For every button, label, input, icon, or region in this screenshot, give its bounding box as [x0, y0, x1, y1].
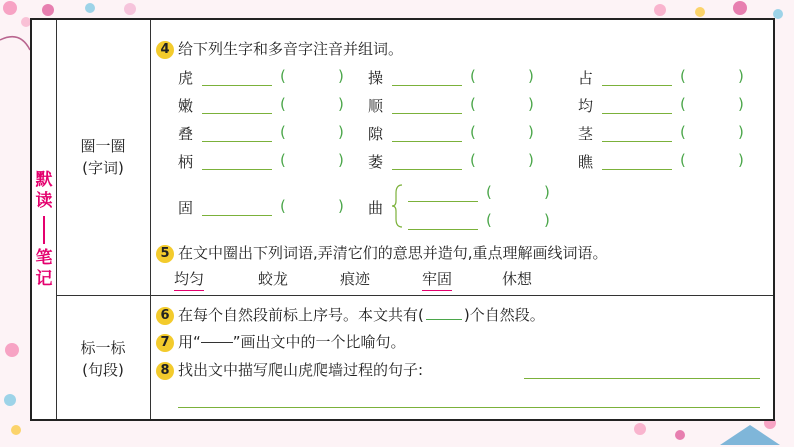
pinyin-answer-field[interactable]: [480, 151, 524, 171]
section-label-words-title: 圈一圈: [80, 137, 126, 155]
paren-close: ): [528, 95, 534, 113]
vocab-word: 休想: [502, 270, 533, 288]
answer-blank[interactable]: [426, 319, 462, 320]
paren-open: (: [470, 67, 476, 85]
character: 萎: [368, 153, 384, 171]
question-5: [156, 242, 608, 263]
answer-blank[interactable]: [408, 229, 478, 230]
question-number-badge: 4: [156, 41, 174, 59]
character: 叠: [178, 125, 194, 143]
question-8-text: 找出文中描写爬山虎爬墙过程的句子:: [178, 361, 424, 379]
paren-open: (: [470, 123, 476, 141]
section-label-sentences-title: 标一标: [80, 339, 126, 357]
question-7: [156, 331, 406, 352]
character: 柄: [178, 153, 194, 171]
vocab-word-underlined: 牢固: [422, 268, 452, 291]
character: 茎: [578, 125, 594, 143]
question-4: [156, 38, 403, 59]
row-divider: [56, 295, 773, 296]
answer-blank[interactable]: [202, 215, 272, 216]
answer-blank[interactable]: [202, 141, 272, 142]
pinyin-answer-field[interactable]: [690, 123, 734, 143]
character: 均: [578, 97, 594, 115]
question-number-badge: 7: [156, 334, 174, 352]
pinyin-answer-field[interactable]: [690, 151, 734, 171]
answer-blank[interactable]: [392, 85, 462, 86]
paren-open: (: [486, 211, 492, 229]
answer-blank[interactable]: [202, 85, 272, 86]
pinyin-answer-field[interactable]: [480, 123, 524, 143]
pinyin-answer-field[interactable]: [290, 95, 334, 115]
question-7-text-a: 用“: [178, 333, 201, 351]
paren-open: (: [280, 123, 286, 141]
question-number-badge: 6: [156, 307, 174, 325]
pinyin-answer-field[interactable]: [290, 151, 334, 171]
paren-open: (: [470, 151, 476, 169]
column-divider: [150, 20, 151, 419]
question-6: [156, 304, 545, 325]
answer-line[interactable]: [524, 378, 760, 379]
paren-close: ): [738, 67, 744, 85]
paren-close: ): [338, 67, 344, 85]
character: 嫩: [178, 97, 194, 115]
paren-open: (: [470, 95, 476, 113]
paren-close: ): [738, 123, 744, 141]
pinyin-answer-field[interactable]: [290, 67, 334, 87]
answer-blank[interactable]: [392, 169, 462, 170]
paren-close: ): [528, 151, 534, 169]
pinyin-answer-field[interactable]: [690, 67, 734, 87]
paren-open: (: [680, 151, 686, 169]
paren-close: ): [544, 211, 550, 229]
paren-close: ): [544, 183, 550, 201]
brace-icon: [392, 183, 404, 229]
question-4-text: 给下列生字和多音字注音并组词。: [178, 40, 404, 58]
character: 曲: [368, 199, 384, 217]
paren-open: (: [280, 197, 286, 215]
paren-open: (: [680, 95, 686, 113]
paren-close: ): [338, 151, 344, 169]
paren-close: ): [338, 197, 344, 215]
column-divider: [56, 20, 57, 419]
pinyin-answer-field[interactable]: [496, 183, 540, 203]
character: 顺: [368, 97, 384, 115]
character: 瞧: [578, 153, 594, 171]
answer-blank[interactable]: [392, 113, 462, 114]
paren-open: (: [486, 183, 492, 201]
question-6-text-a: 在每个自然段前标上序号。本文共有(: [178, 306, 424, 324]
answer-blank[interactable]: [392, 141, 462, 142]
paren-open: (: [680, 67, 686, 85]
sidebar-title: [32, 170, 56, 290]
paren-open: (: [280, 95, 286, 113]
question-6-text-b: )个自然段。: [463, 306, 545, 324]
paren-close: ): [338, 123, 344, 141]
flower-decoration-icon: [0, 330, 30, 447]
answer-blank[interactable]: [408, 201, 478, 202]
question-7-text-b: ”画出文中的一个比喻句。: [232, 333, 406, 351]
question-number-badge: 5: [156, 245, 174, 263]
character: 操: [368, 69, 384, 87]
answer-line[interactable]: [178, 407, 760, 408]
paren-open: (: [280, 151, 286, 169]
question-8: [156, 359, 423, 380]
pinyin-answer-field[interactable]: [290, 123, 334, 143]
section-label-sentences-sub: (句段): [82, 361, 124, 379]
answer-blank[interactable]: [602, 113, 672, 114]
paren-close: ): [738, 95, 744, 113]
paren-close: ): [738, 151, 744, 169]
answer-blank[interactable]: [602, 141, 672, 142]
answer-blank[interactable]: [202, 113, 272, 114]
line-symbol: [201, 342, 233, 343]
paren-close: ): [338, 95, 344, 113]
answer-blank[interactable]: [202, 169, 272, 170]
pinyin-answer-field[interactable]: [480, 95, 524, 115]
paren-close: ): [528, 67, 534, 85]
question-5-text: 在文中圈出下列词语,弄清它们的意思并造句,重点理解画线词语。: [178, 244, 608, 262]
answer-blank[interactable]: [602, 169, 672, 170]
answer-blank[interactable]: [602, 85, 672, 86]
sidebar-dash: [43, 216, 45, 244]
section-label-words-sub: (字词): [82, 159, 124, 177]
section-label-sentences: [60, 337, 146, 381]
question-number-badge: 8: [156, 362, 174, 380]
worksheet: [30, 18, 775, 421]
paren-open: (: [280, 67, 286, 85]
character: 虎: [178, 69, 194, 87]
vocab-word-underlined: 均匀: [174, 268, 204, 291]
sidebar-title-bottom: 笔记: [35, 248, 53, 289]
section-label-words: [60, 135, 146, 179]
pinyin-answer-field[interactable]: [480, 67, 524, 87]
pinyin-answer-field[interactable]: [290, 197, 334, 217]
pinyin-answer-field[interactable]: [496, 211, 540, 231]
pinyin-answer-field[interactable]: [690, 95, 734, 115]
paren-open: (: [680, 123, 686, 141]
vocab-word: 痕迹: [340, 270, 371, 288]
character: 隙: [368, 125, 384, 143]
character: 固: [178, 199, 194, 217]
vocab-word: 蛟龙: [258, 270, 289, 288]
paren-close: ): [528, 123, 534, 141]
sidebar-title-top: 默读: [35, 170, 53, 211]
character: 占: [578, 69, 594, 87]
